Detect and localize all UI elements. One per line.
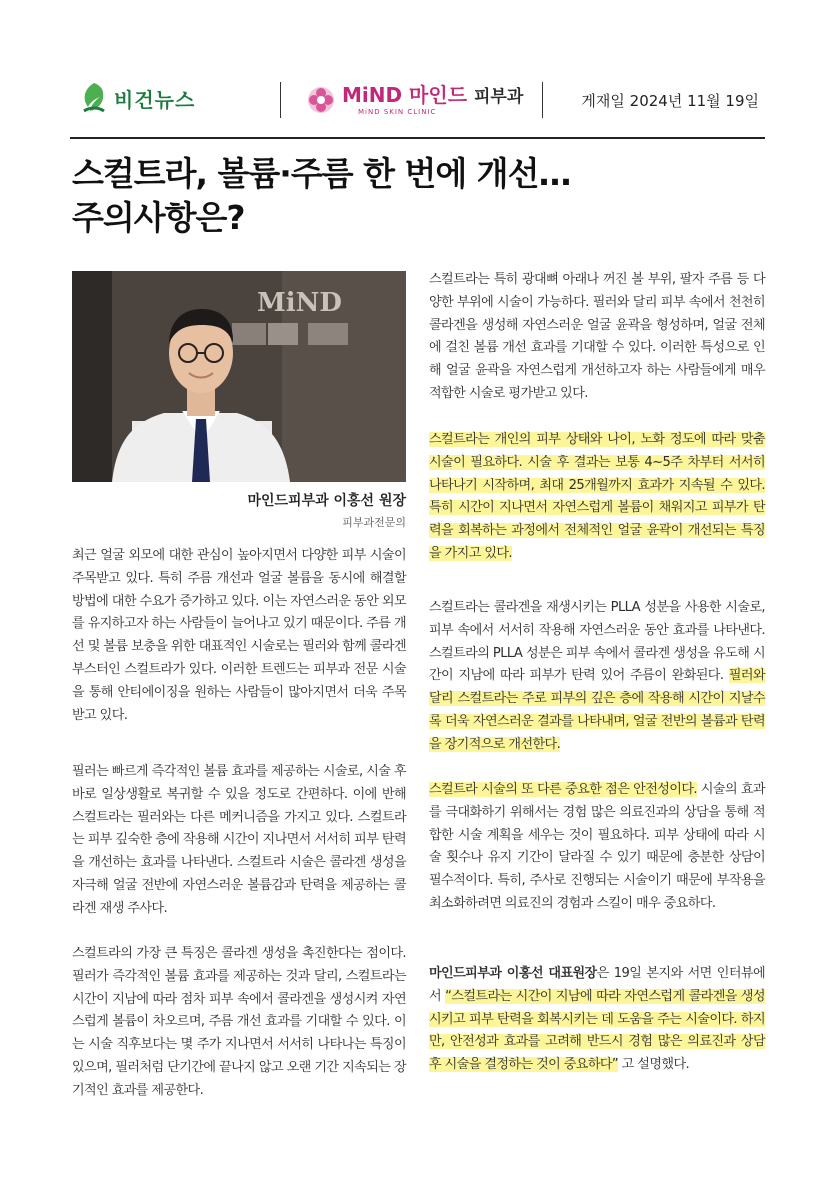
article-paragraph: 최근 얼굴 외모에 대한 관심이 높아지면서 다양한 피부 시술이 주목받고 있다. 특히 주름 개선과 얼굴 볼륨을 동시에 해결할 방법에 대한 수요가 증가하고 있다. 이는 자연스러운 동안 외모를 유지하고자 하는 사람들이 늘어나고 있기 때문이다. 주름 개선 및 볼륨 보충을 위한 대표적인 시술로는 필러와 함께 콜라겐 부스터인 스컬트라가 있다. 이러한 트렌드는 피부과 전문 시술을 통해 안티에이징을 원하는 사람들이 많아지면서 더욱 주목받고 있다.	[72, 548, 406, 723]
article-paragraph	[429, 597, 765, 757]
paragraph-text: 은 19일 본지와 서면 인터뷰에서	[429, 966, 765, 1004]
quote-text: “스컬트라는 시간이 지남에 따라 자연스럽게 콜라겐을 생성시키고 피부 탄력을 회복시키는 데 도움을 주는 시술이다. 하지만, 안전성과 효과를 고려해 반드시 경험 많은 의료진과 상담 후 시술을 결정하는 것이 중요하다”	[429, 988, 765, 1073]
article-paragraph: 스컬트라는 특히 광대뼈 아래나 꺼진 볼 부위, 팔자 주름 등 다양한 부위에 시술이 가능하다. 필러와 달리 피부 속에서 천천히 콜라겐을 생성해 자연스러운 얼굴 윤곽을 형성하며, 얼굴 전체에 걸친 볼륨 개선 효과를 기대할 수 있다. 이러한 특성으로 인해 얼굴 윤곽을 자연스럽게 개선하고자 하는 사람들에게 매우 적합한 시술로 평가받고 있다.	[429, 272, 765, 401]
article-paragraph	[429, 779, 765, 916]
leaf-logo-icon	[80, 81, 108, 115]
title-line-2: 주의사항은?	[72, 198, 245, 237]
article-paragraph	[429, 963, 765, 1077]
highlighted-text: 스컬트라는 개인의 피부 상태와 나이, 노화 정도에 따라 맞춤 시술이 필요하다. 시술 후 결과는 보통 4~5주 차부터 서서히 나타나기 시작하며, 최대 25개월까지 효과가 지속될 수 있다. 특히 시간이 지나면서 자연스럽게 볼륨이 채워지고 피부가 탄력을 회복하는 과정에서 전체적인 얼굴 윤곽이 개선되는 특징을 가지고 있다.	[429, 432, 765, 561]
highlighted-text: 필러와 달리 스컬트라는 주로 피부의 깊은 층에 작용해 시간이 지날수록 더욱 자연스러운 결과를 나타내며, 얼굴 전반의 볼륨과 탄력을 장기적으로 개선한다.	[429, 668, 765, 752]
article-paragraph: 스컬트라의 가장 큰 특징은 콜라겐 생성을 촉진한다는 점이다. 필러가 즉각적인 볼륨 효과를 제공하는 것과 달리, 스컬트라는 시간이 지남에 따라 점차 피부 속에서 콜라겐을 생성시켜 자연스럽게 볼륨이 차오르며, 주름 개선 효과를 기대할 수 있다. 이는 시술 직후보다는 몇 주가 지나면서 서서히 나타나는 특징이 있으며, 필러처럼 단기간에 끝나지 않고 오랜 기간 지속되는 장기적인 효과를 제공한다.	[72, 946, 406, 1098]
highlighted-text: 스컬트라 시술의 또 다른 중요한 점은 안전성이다.	[429, 782, 697, 797]
flower-logo-icon	[306, 85, 336, 115]
brand-logo[interactable]	[80, 78, 195, 118]
paragraph-text: 시술의 효과를 극대화하기 위해서는 경험 많은 의료진과의 상담을 통해 적합한 시술 계획을 세우는 것이 필요하다. 피부 상태에 따라 시술 횟수나 유지 기간이 달라질 수 있기 때문에 충분한 상담이 필수적이다. 특히, 주사로 진행되는 시술이기 때문에 부작용을 최소화하려면 의료진의 경험과 스킬이 매우 중요하다.	[429, 782, 765, 911]
clinic-logo[interactable]	[306, 80, 523, 120]
paragraph-text: 고 설명했다.	[618, 1057, 690, 1073]
photo-caption: 마인드피부과 이홍선 원장	[247, 493, 406, 509]
divider	[280, 82, 281, 118]
doctor-photo	[72, 271, 406, 482]
interviewee-name: 마인드피부과 이홍선 대표원장	[429, 966, 597, 981]
header-rule	[70, 137, 765, 139]
clinic-suffix: 피부과	[474, 86, 524, 107]
article-title	[72, 152, 762, 240]
article-paragraph	[429, 429, 765, 566]
clinic-wall-sign: MiND	[257, 288, 342, 318]
brand-name: 비건뉴스	[114, 87, 196, 112]
divider	[542, 82, 543, 118]
article-paragraph: 필러는 빠르게 즉각적인 볼륨 효과를 제공하는 시술로, 시술 후 바로 일상생활로 복귀할 수 있을 정도로 간편하다. 이에 반해 스컬트라는 필러와는 다른 메커니즘을 가지고 있다. 스컬트라는 피부 깊숙한 층에 작용해 시간이 지나면서 서서히 피부 탄력을 개선하는 효과를 나타낸다. 스컬트라 시술은 콜라겐 생성을 자극해 얼굴 전반에 자연스러운 볼륨감과 탄력을 제공하는 콜라겐 재생 주사다.	[72, 764, 406, 916]
title-line-1: 스컬트라, 볼륨·주름 한 번에 개선…	[72, 154, 571, 193]
publication-date: 게재일 2024년 11월 19일	[581, 92, 759, 110]
clinic-subtitle: MiND SKIN CLINIC	[358, 107, 437, 116]
clinic-name: MiND 마인드	[342, 82, 468, 107]
paragraph-text: 스컬트라는 콜라겐을 재생시키는 PLLA 성분을 사용한 시술로, 피부 속에서 서서히 작용해 자연스러운 동안 효과를 나타낸다. 스컬트라의 PLLA 성분은 피부 속에서 콜라겐 생성을 유도해 시간이 지남에 따라 피부가 탄력 있어 주름이 완화된다.	[429, 600, 765, 684]
masthead	[70, 72, 765, 134]
photo-caption-sub: 피부과전문의	[342, 516, 406, 529]
